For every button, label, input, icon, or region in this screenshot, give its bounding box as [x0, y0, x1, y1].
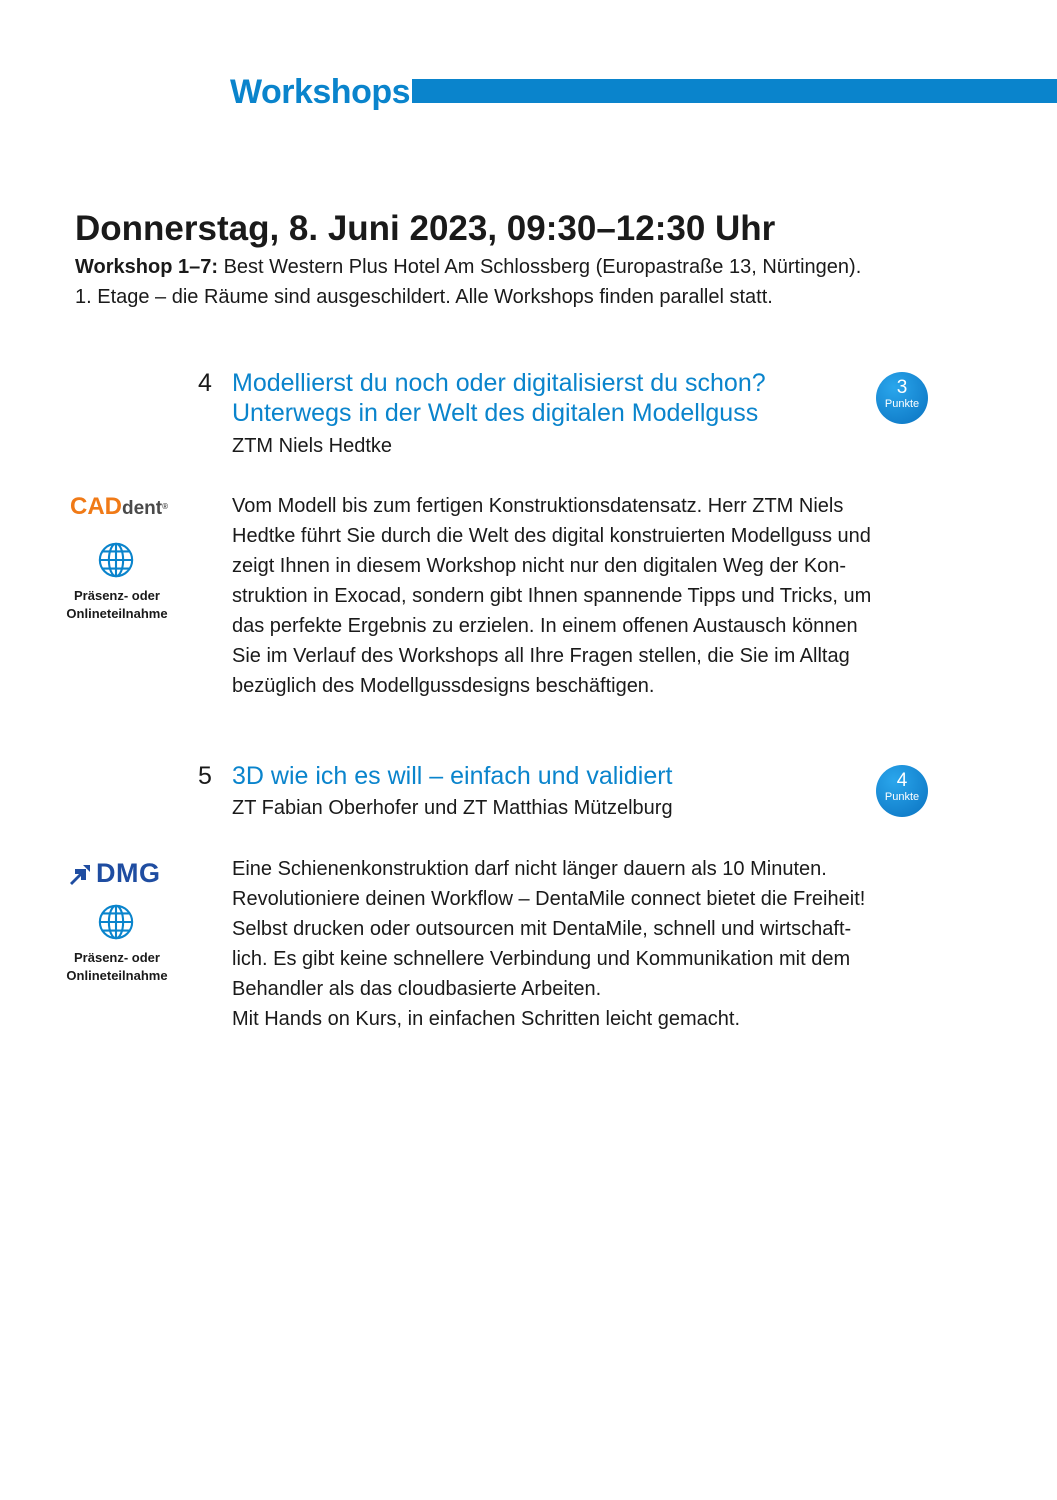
event-intro — [75, 252, 975, 312]
points-label: Punkte — [884, 791, 920, 803]
workshop-title — [232, 368, 852, 428]
description-line: struktion in Exocad, sondern gibt Ihnen spannende Tipps und Tricks, um — [232, 585, 872, 607]
event-intro-location: Best Western Plus Hotel Am Schlossberg (Europastraße 13, Nürtingen). — [223, 256, 862, 278]
description-line: Hedtke führt Sie durch die Welt des digital konstruierten Modellguss und — [232, 525, 871, 547]
workshop-speaker: ZTM Niels Hedtke — [232, 435, 393, 457]
caddent-logo-dent: dent — [122, 498, 163, 519]
event-intro-label: Workshop 1–7: — [75, 256, 218, 278]
section-title-bar — [412, 79, 1057, 103]
attendance-line: Onlineteilnahme — [66, 606, 168, 621]
workshop-description — [232, 854, 932, 1034]
description-line: Mit Hands on Kurs, in einfachen Schritten leicht gemacht. — [232, 1008, 741, 1030]
description-line: Vom Modell bis zum fertigen Konstruktionsdatensatz. Herr ZTM Niels — [232, 495, 844, 517]
globe-icon — [97, 541, 135, 579]
workshop-number: 5 — [198, 762, 212, 790]
attendance-line: Präsenz- oder — [74, 950, 160, 965]
attendance-line: Onlineteilnahme — [66, 968, 168, 983]
section-title: Workshops — [230, 73, 411, 111]
event-intro-line-1 — [75, 252, 975, 282]
points-badge — [876, 372, 928, 424]
description-line: Revolutioniere deinen Workflow – DentaMile connect bietet die Freiheit! — [232, 888, 866, 910]
attendance-line: Präsenz- oder — [74, 588, 160, 603]
globe-icon — [97, 903, 135, 941]
description-line: Selbst drucken oder outsourcen mit DentaMile, schnell und wirtschaft- — [232, 918, 852, 940]
description-line: das perfekte Ergebnis zu erzielen. In einem offenen Austausch können — [232, 615, 858, 637]
workshop-title — [232, 761, 852, 791]
caddent-logo-cad: CAD — [70, 493, 122, 520]
workshop-title-line: Unterwegs in der Welt des digitalen Modellguss — [232, 399, 759, 427]
description-line: Behandler als das cloudbasierte Arbeiten. — [232, 978, 602, 1000]
description-line: lich. Es gibt keine schnellere Verbindung und Kommunikation mit dem — [232, 948, 851, 970]
description-line: Eine Schienenkonstruktion darf nicht länger dauern als 10 Minuten. — [232, 858, 827, 880]
points-value: 4 — [896, 770, 908, 791]
description-line: zeigt Ihnen in diesem Workshop nicht nur den digitalen Weg der Kon- — [232, 555, 847, 577]
points-label: Punkte — [884, 398, 920, 410]
workshop-title-line: Modellierst du noch oder digitalisierst du schon? — [232, 369, 766, 397]
dmg-logo-text: DMG — [96, 858, 161, 888]
dmg-logo — [68, 858, 161, 888]
event-date-heading: Donnerstag, 8. Juni 2023, 09:30–12:30 Uhr — [75, 209, 776, 248]
description-line: Sie im Verlauf des Workshops all Ihre Fragen stellen, die Sie im Alltag — [232, 645, 850, 667]
workshop-number: 4 — [198, 369, 212, 397]
workshop-description — [232, 491, 932, 701]
points-value: 3 — [896, 377, 908, 398]
attendance-label — [52, 587, 182, 623]
points-badge — [876, 765, 928, 817]
description-line: bezüglich des Modellgussdesigns beschäftigen. — [232, 675, 655, 697]
workshop-title-line: 3D wie ich es will – einfach und validiert — [232, 762, 673, 790]
attendance-label — [52, 949, 182, 985]
dmg-arrow-icon — [68, 863, 92, 885]
event-intro-line-2: 1. Etage – die Räume sind ausgeschildert. Alle Workshops finden parallel statt. — [75, 286, 773, 308]
registered-mark: ® — [162, 502, 169, 511]
caddent-logo — [70, 493, 168, 524]
workshop-speaker: ZT Fabian Oberhofer und ZT Matthias Mützelburg — [232, 797, 673, 819]
